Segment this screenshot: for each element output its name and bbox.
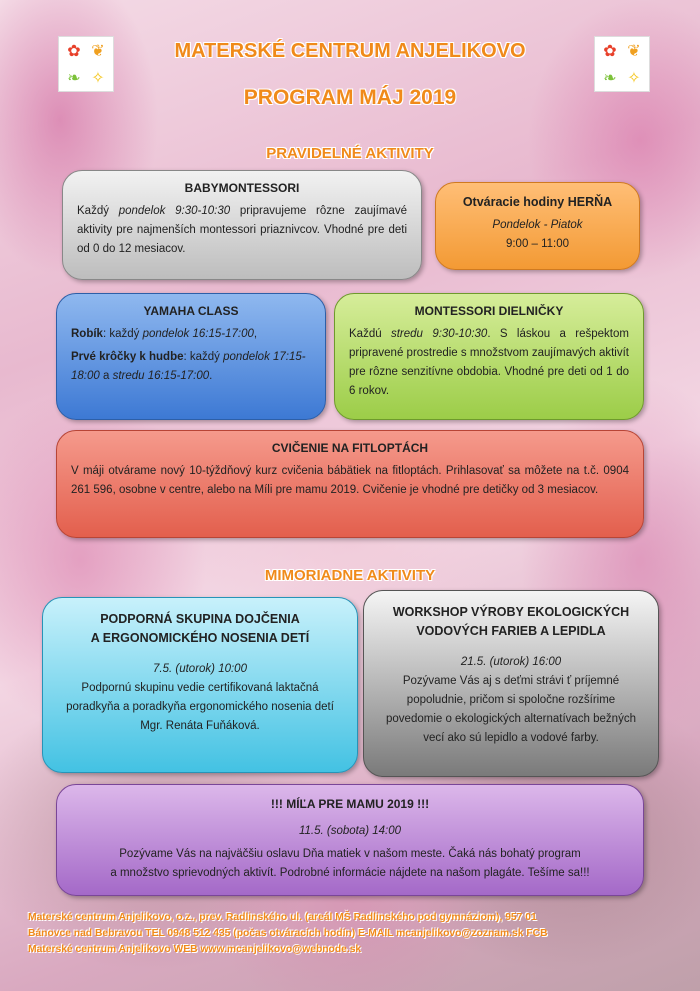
course-name: Robík (71, 328, 103, 340)
text-part: . (209, 370, 213, 382)
date-text: 21.5. (utorok) 16:00 (460, 656, 562, 668)
card-title: VODOVÝCH FARIEB A LEPIDLA (416, 624, 606, 638)
schedule-time: pondelok 16:15-17:00 (142, 328, 254, 340)
card-mila-pre-mamu (56, 784, 644, 896)
card-title: MONTESSORI DIELNIČKY (414, 304, 564, 318)
text-part: : každý (183, 351, 224, 363)
program-title: PROGRAM MÁJ 2019 (243, 86, 457, 109)
event-date (71, 822, 629, 841)
section-regular-activities: PRAVIDELNÉ AKTIVITY (266, 145, 434, 162)
days-text: Pondelok - Piatok (492, 219, 583, 231)
angel-icon: ✧ (627, 67, 641, 87)
text-part: Každý (77, 205, 119, 217)
yamaha-line-1 (71, 325, 311, 344)
center-title: MATERSKÉ CENTRUM ANJELIKOVO (174, 40, 526, 62)
leaf-icon: ❧ (603, 67, 617, 87)
text-part: , (253, 328, 258, 340)
footer-web: Materské centrum Anjelikovo WEB www.mcanjelikovo@webnode.sk (28, 944, 362, 955)
text-part: : každý (102, 328, 143, 340)
butterfly-icon: ❦ (91, 40, 105, 60)
event-date (57, 660, 343, 679)
leaf-icon: ❧ (67, 67, 81, 87)
event-date (378, 653, 644, 672)
card-title: A ERGONOMICKÉHO NOSENIA DETÍ (90, 631, 310, 645)
card-title: YAMAHA CLASS (143, 304, 239, 318)
card-title: WORKSHOP VÝROBY EKOLOGICKÝCH (392, 605, 630, 619)
card-eco-workshop (363, 590, 659, 777)
yamaha-line-2 (71, 348, 311, 386)
schedule-time: stredu 16:15-17:00 (112, 370, 210, 382)
card-text: V máji otvárame nový 10-týždňový kurz cvičenia bábätiek na fitloptách. Prihlasovať sa môžete na t.č. 0904 261 596, osobne v centre, alebo na Míli pre mamu 2019. Cvičenie je vhodné pre detičky od 3 mesiacov. (71, 465, 629, 496)
card-title: CVIČENIE NA FITLOPTÁCH (271, 441, 429, 455)
card-text-line-1: Pozývame Vás na najväčšiu oslavu Dňa matiek v našom meste. Čaká nás bohatý program (119, 848, 581, 860)
flower-icon: ✿ (603, 40, 617, 60)
footer-address: Materské centrum Anjelikovo, o.z., prev. Radlinského ul. (areál MŠ Radlinského pod gymnáziom), 957 01 (28, 912, 537, 923)
opening-days (450, 216, 625, 235)
card-opening-hours (435, 182, 640, 270)
card-title: Otváracie hodiny HERŇA (462, 195, 613, 209)
angel-icon: ✧ (91, 67, 105, 87)
card-fitball (56, 430, 644, 538)
date-text: 7.5. (utorok) 10:00 (153, 663, 247, 675)
card-montessori-workshops (334, 293, 644, 420)
schedule-time: pondelok 9:30-10:30 (118, 205, 231, 217)
card-text: Pozývame Vás aj s deťmi strávi ť príjemné popoludnie, pričom si spoločne rozšírime povedomie o ekologických alternatívach bežných vecí ako sú lepidlo a vodové farby. (386, 675, 636, 744)
schedule-time: pondelok 17:15-18:00 (71, 351, 306, 382)
card-title: !!! MÍĽA PRE MAMU 2019 !!! (270, 797, 430, 811)
contact-footer (28, 910, 678, 958)
card-text: Podpornú skupinu vedie certifikovaná laktačná poradkyňa a poradkyňa ergonomického nosenia detí Mgr. Renáta Fuňáková. (66, 682, 334, 732)
date-text: 11.5. (sobota) 14:00 (298, 825, 402, 837)
text-part: Každú (349, 328, 391, 340)
card-text-line-2: a množstvo sprievodných aktivít. Podrobné informácie nájdete na našom plagáte. Tešíme sa!!! (110, 867, 590, 879)
card-text (77, 202, 407, 259)
footer-contact: Bánovce nad Bebravou TEL 0948 512 435 (počas otváracích hodín) E-MAIL mcanjelikovo@zoznam.sk FCB (28, 928, 548, 939)
card-breastfeeding-group (42, 597, 358, 773)
text-part: a (99, 370, 113, 382)
text-part: . S láskou a rešpektom pripravené prostredie s množstvom zaujímavých aktivít pre rôzne senzitívne obdobia. Vhodné pre deti od 1 do 6 rokov. (349, 328, 629, 397)
card-yamaha (56, 293, 326, 420)
opening-time: 9:00 – 11:00 (505, 238, 570, 250)
card-text (349, 325, 629, 401)
card-title: PODPORNÁ SKUPINA DOJČENIA (100, 612, 300, 626)
card-title: BABYMONTESSORI (184, 181, 300, 195)
card-babymontessori (62, 170, 422, 280)
flower-icon: ✿ (67, 40, 81, 60)
course-name: Prvé krôčky k hudbe (71, 351, 184, 363)
text-part: pripravujeme rôzne zaujímavé aktivity pre najmenších montessori priaznivcov. Vhodné pre deti od 0 do 12 mesiacov. (77, 205, 407, 255)
schedule-time: stredu 9:30-10:30 (390, 328, 488, 340)
butterfly-icon: ❦ (627, 40, 641, 60)
section-special-activities: MIMORIADNE AKTIVITY (264, 567, 436, 584)
